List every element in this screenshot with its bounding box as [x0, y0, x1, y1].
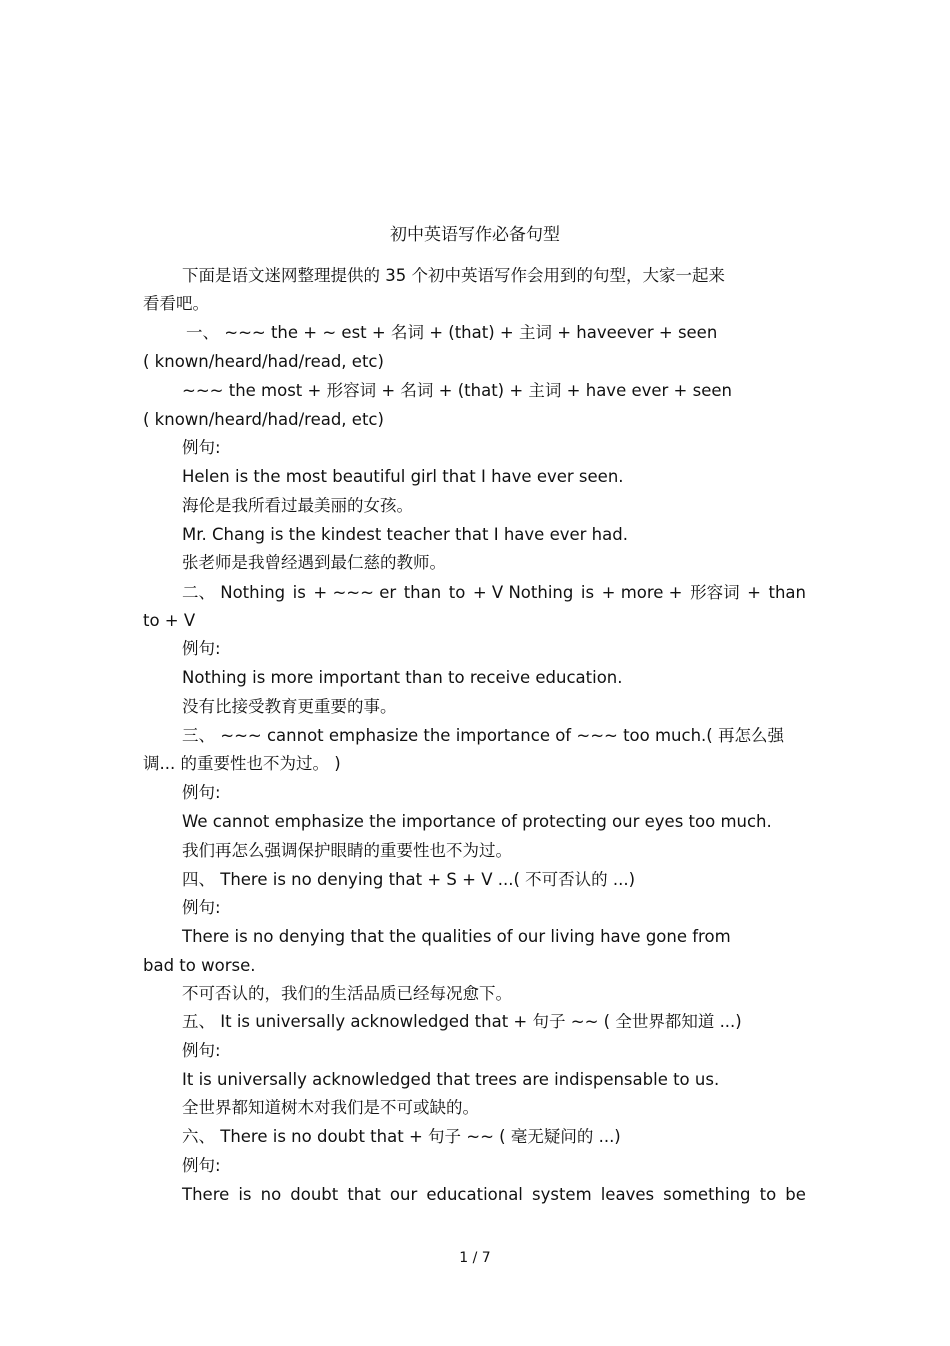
word: system [531, 1185, 592, 1204]
example-4-english: We cannot emphasize the importance of protecting our eyes too much. [182, 812, 772, 831]
word: 形容词 [690, 583, 740, 602]
word: + more + [601, 583, 683, 602]
example-7-english [182, 1184, 806, 1206]
word: to [448, 583, 466, 602]
document-title: 初中英语写作必备句型 [390, 225, 560, 245]
example-5-english-2: bad to worse. [143, 956, 256, 975]
word: doubt [290, 1185, 339, 1204]
word: 二、 Nothing [182, 583, 286, 602]
example-3-chinese: 没有比接受教育更重要的事。 [182, 697, 397, 716]
word: than [403, 583, 442, 602]
pattern-5-line-1: 五、 It is universally acknowledged that + 句子 ~~ ( 全世界都知道 ...) [182, 1012, 742, 1031]
example-1-chinese: 海伦是我所看过最美丽的女孩。 [182, 496, 413, 515]
word: is [580, 583, 595, 602]
word: leaves [600, 1185, 655, 1204]
example-label-2: 例句: [182, 639, 221, 658]
example-4-chinese: 我们再怎么强调保护眼睛的重要性也不为过。 [182, 841, 512, 860]
intro-line-1: 下面是语文迷网整理提供的 35 个初中英语写作会用到的句型，大家一起来 [182, 266, 725, 285]
example-label-1: 例句: [182, 438, 221, 457]
example-1-english: Helen is the most beautiful girl that I have ever seen. [182, 467, 624, 486]
pattern-6-line-1: 六、 There is no doubt that + 句子 ~~ ( 毫无疑问的 ...) [182, 1127, 621, 1146]
word: is [292, 583, 306, 602]
word: educational [426, 1185, 523, 1204]
word: There [182, 1185, 230, 1204]
page-number: 1 / 7 [459, 1250, 491, 1266]
pattern-3-line-1: 三、 ~~~ cannot emphasize the importance of ~~~ too much.( 再怎么强 [182, 726, 784, 745]
example-5-chinese: 不可否认的，我们的生活品质已经每况愈下。 [182, 984, 512, 1003]
word: than [768, 583, 806, 602]
example-label-5: 例句: [182, 1041, 221, 1060]
example-6-english: It is universally acknowledged that trees are indispensable to us. [182, 1070, 720, 1089]
example-6-chinese: 全世界都知道树木对我们是不可或缺的。 [182, 1098, 479, 1117]
example-2-chinese: 张老师是我曾经遇到最仁慈的教师。 [182, 553, 446, 572]
word: our [389, 1185, 418, 1204]
word: something [663, 1185, 751, 1204]
word: + [747, 583, 761, 602]
pattern-4-line-1: 四、 There is no denying that + S + V ...( 不可否认的 ...) [182, 870, 636, 889]
pattern-1b-line-1: ~~~ the most + 形容词 + 名词 + (that) + 主词 + have ever + seen [182, 381, 732, 400]
example-5-english-1: There is no denying that the qualities of our living have gone from [182, 927, 731, 946]
word: that [347, 1185, 381, 1204]
example-2-english: Mr. Chang is the kindest teacher that I have ever had. [182, 525, 628, 544]
word: + ~~~ er [313, 583, 397, 602]
word: is [238, 1185, 252, 1204]
pattern-1a-line-2: ( known/heard/had/read, etc) [143, 352, 384, 371]
word: no [260, 1185, 282, 1204]
pattern-1a-line-1: 一、 ~~~ the + ~ est + 名词 + (that) + 主词 + haveever + seen [186, 323, 718, 342]
word: + V Nothing [472, 583, 574, 602]
example-3-english: Nothing is more important than to receive education. [182, 668, 623, 687]
word: to [759, 1185, 777, 1204]
pattern-3-line-2: 调... 的重要性也不为过。 ) [143, 754, 341, 773]
word: be [785, 1185, 806, 1204]
pattern-2-line-1 [182, 582, 806, 604]
example-label-3: 例句: [182, 783, 221, 802]
pattern-2-line-2: to + V [143, 611, 196, 630]
intro-line-2: 看看吧。 [143, 294, 209, 313]
example-label-6: 例句: [182, 1156, 221, 1175]
example-label-4: 例句: [182, 898, 221, 917]
pattern-1b-line-2: ( known/heard/had/read, etc) [143, 410, 384, 429]
